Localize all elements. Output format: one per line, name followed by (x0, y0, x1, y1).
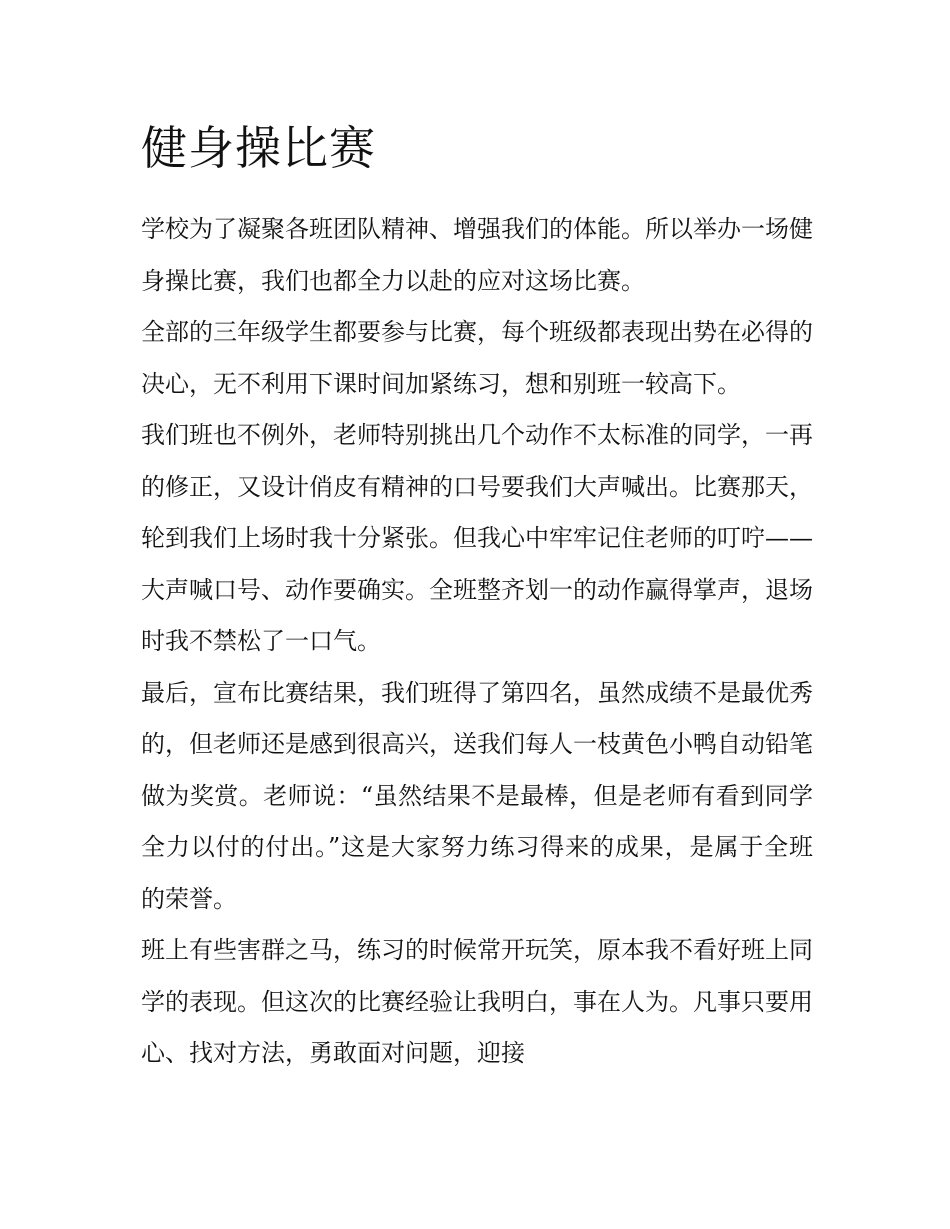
paragraph-1: 学校为了凝聚各班团队精神、增强我们的体能。所以举办一场健身操比赛，我们也都全力以赴的应对这场比赛。 (141, 215, 813, 295)
document-body (141, 204, 813, 1080)
paragraph-5: 班上有些害群之马，练习的时候常开玩笑，原本我不看好班上同学的表现。但这次的比赛经验让我明白，事在人为。凡事只要用心、找对方法，勇敢面对问题，迎接 (141, 936, 813, 1067)
paragraph-3: 我们班也不例外，老师特别挑出几个动作不太标准的同学，一再的修正，又设计俏皮有精神的口号要我们大声喊出。比赛那天，轮到我们上场时我十分紧张。但我心中牢牢记住老师的叮咛——大声喊口号、动作要确实。全班整齐划一的动作赢得掌声，退场时我不禁松了一口气。 (141, 421, 813, 655)
paragraph-2: 全部的三年级学生都要参与比赛，每个班级都表现出势在必得的决心，无不利用下课时间加紧练习，想和别班一较高下。 (141, 318, 813, 398)
document-title: 健身操比赛 (141, 121, 376, 175)
paragraph-4: 最后，宣布比赛结果，我们班得了第四名，虽然成绩不是最优秀的，但老师还是感到很高兴，送我们每人一枝黄色小鸭自动铅笔做为奖赏。老师说：“虽然结果不是最棒，但是老师有看到同学全力以付的付出。”这是大家努力练习得来的成果，是属于全班的荣誉。 (141, 678, 813, 913)
document-content (141, 112, 813, 1080)
